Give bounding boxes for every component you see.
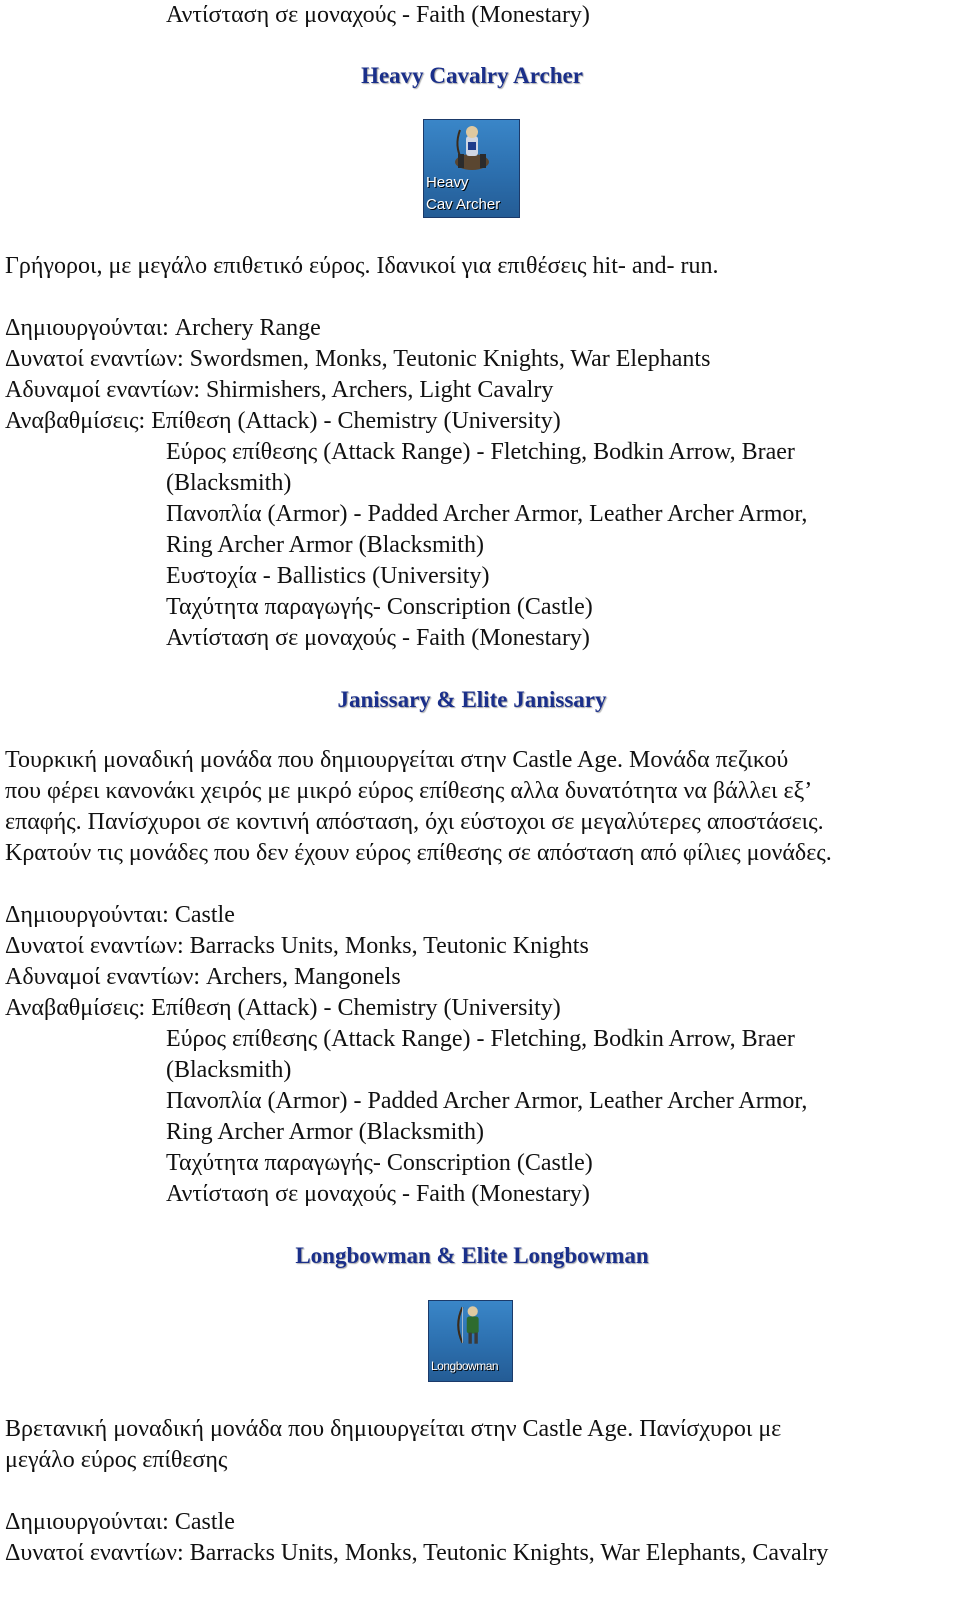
janissary-created: Δημιουργούνται: Castle (5, 902, 235, 928)
janissary-upgrades: Αναβαθμίσεις: Επίθεση (Attack) - Chemistry (University) (5, 995, 561, 1021)
janissary-attack-range: Εύρος επίθεσης (Attack Range) - Fletching, Bodkin Arrow, Braer (166, 1026, 795, 1052)
longbowman-desc-2: μεγάλο εύρος επίθεσης (5, 1447, 228, 1473)
previous-resistance-line: Αντίσταση σε μοναχούς - Faith (Monestary) (166, 2, 590, 28)
janissary-monk-resistance: Αντίσταση σε μοναχούς - Faith (Monestary) (166, 1181, 590, 1207)
longbowman-heading: Longbowman & Elite Longbowman (295, 1243, 649, 1268)
heavy-cavalry-archer-heading: Heavy Cavalry Archer (361, 63, 583, 88)
heavy-cav-archer-icon (423, 119, 520, 218)
icon-caption-cav-archer: Cav Archer (426, 196, 501, 213)
janissary-desc-3: επαφής. Πανίσχυροι σε κοντινή απόσταση, όχι εύστοχοι σε μεγαλύτερες αποστάσεις. (5, 809, 824, 835)
hca-accuracy: Ευστοχία - Ballistics (University) (166, 563, 490, 589)
longbowman-icon (428, 1300, 513, 1382)
hca-attack-range-cont: (Blacksmith) (166, 470, 292, 496)
longbowman-strong-against: Δυνατοί εναντίων: Barracks Units, Monks, Teutonic Knights, War Elephants, Cavalry (5, 1540, 829, 1566)
icon-caption-heavy: Heavy (426, 174, 469, 191)
hca-weak-against: Αδυναμοί εναντίων: Shirmishers, Archers, Light Cavalry (5, 377, 554, 403)
hca-armor: Πανοπλία (Armor) - Padded Archer Armor, Leather Archer Armor, (166, 501, 808, 527)
hca-strong-against: Δυνατοί εναντίων: Swordsmen, Monks, Teutonic Knights, War Elephants (5, 346, 711, 372)
hca-attack-range: Εύρος επίθεσης (Attack Range) - Fletching, Bodkin Arrow, Braer (166, 439, 795, 465)
janissary-armor-cont: Ring Archer Armor (Blacksmith) (166, 1119, 484, 1145)
longbowman-created: Δημιουργούνται: Castle (5, 1509, 235, 1535)
hca-production-speed: Ταχύτητα παραγωγής- Conscription (Castle) (166, 594, 593, 620)
longbowman-desc-1: Βρετανική μοναδική μονάδα που δημιουργείται στην Castle Age. Πανίσχυροι με (5, 1416, 782, 1442)
janissary-attack-range-cont: (Blacksmith) (166, 1057, 292, 1083)
hca-upgrades: Αναβαθμίσεις: Επίθεση (Attack) - Chemistry (University) (5, 408, 561, 434)
horse-archer-figure-icon (452, 124, 492, 174)
hca-description: Γρήγοροι, με μεγάλο επιθετικό εύρος. Ιδανικοί για επιθέσεις hit- and- run. (5, 253, 719, 279)
janissary-production-speed: Ταχύτητα παραγωγής- Conscription (Castle) (166, 1150, 593, 1176)
janissary-weak-against: Αδυναμοί εναντίων: Archers, Mangonels (5, 964, 401, 990)
icon-caption-longbowman: Longbowman (431, 1359, 499, 1373)
janissary-desc-1: Τουρκική μοναδική μονάδα που δημιουργείται στην Castle Age. Μονάδα πεζικού (5, 747, 789, 773)
janissary-desc-2: που φέρει κανονάκι χειρός με μικρό εύρος επίθεσης αλλα δυνατότητα να βάλλει εξ’ (5, 778, 813, 804)
hca-created: Δημιουργούνται: Archery Range (5, 315, 321, 341)
janissary-strong-against: Δυνατοί εναντίων: Barracks Units, Monks, Teutonic Knights (5, 933, 589, 959)
hca-armor-cont: Ring Archer Armor (Blacksmith) (166, 532, 484, 558)
janissary-heading: Janissary & Elite Janissary (337, 687, 607, 712)
janissary-armor: Πανοπλία (Armor) - Padded Archer Armor, Leather Archer Armor, (166, 1088, 808, 1114)
hca-monk-resistance: Αντίσταση σε μοναχούς - Faith (Monestary) (166, 625, 590, 651)
janissary-desc-4: Κρατούν τις μονάδες που δεν έχουν εύρος επίθεσης σε απόσταση από φίλιες μονάδες. (5, 840, 832, 866)
longbowman-figure-icon (454, 1303, 488, 1347)
